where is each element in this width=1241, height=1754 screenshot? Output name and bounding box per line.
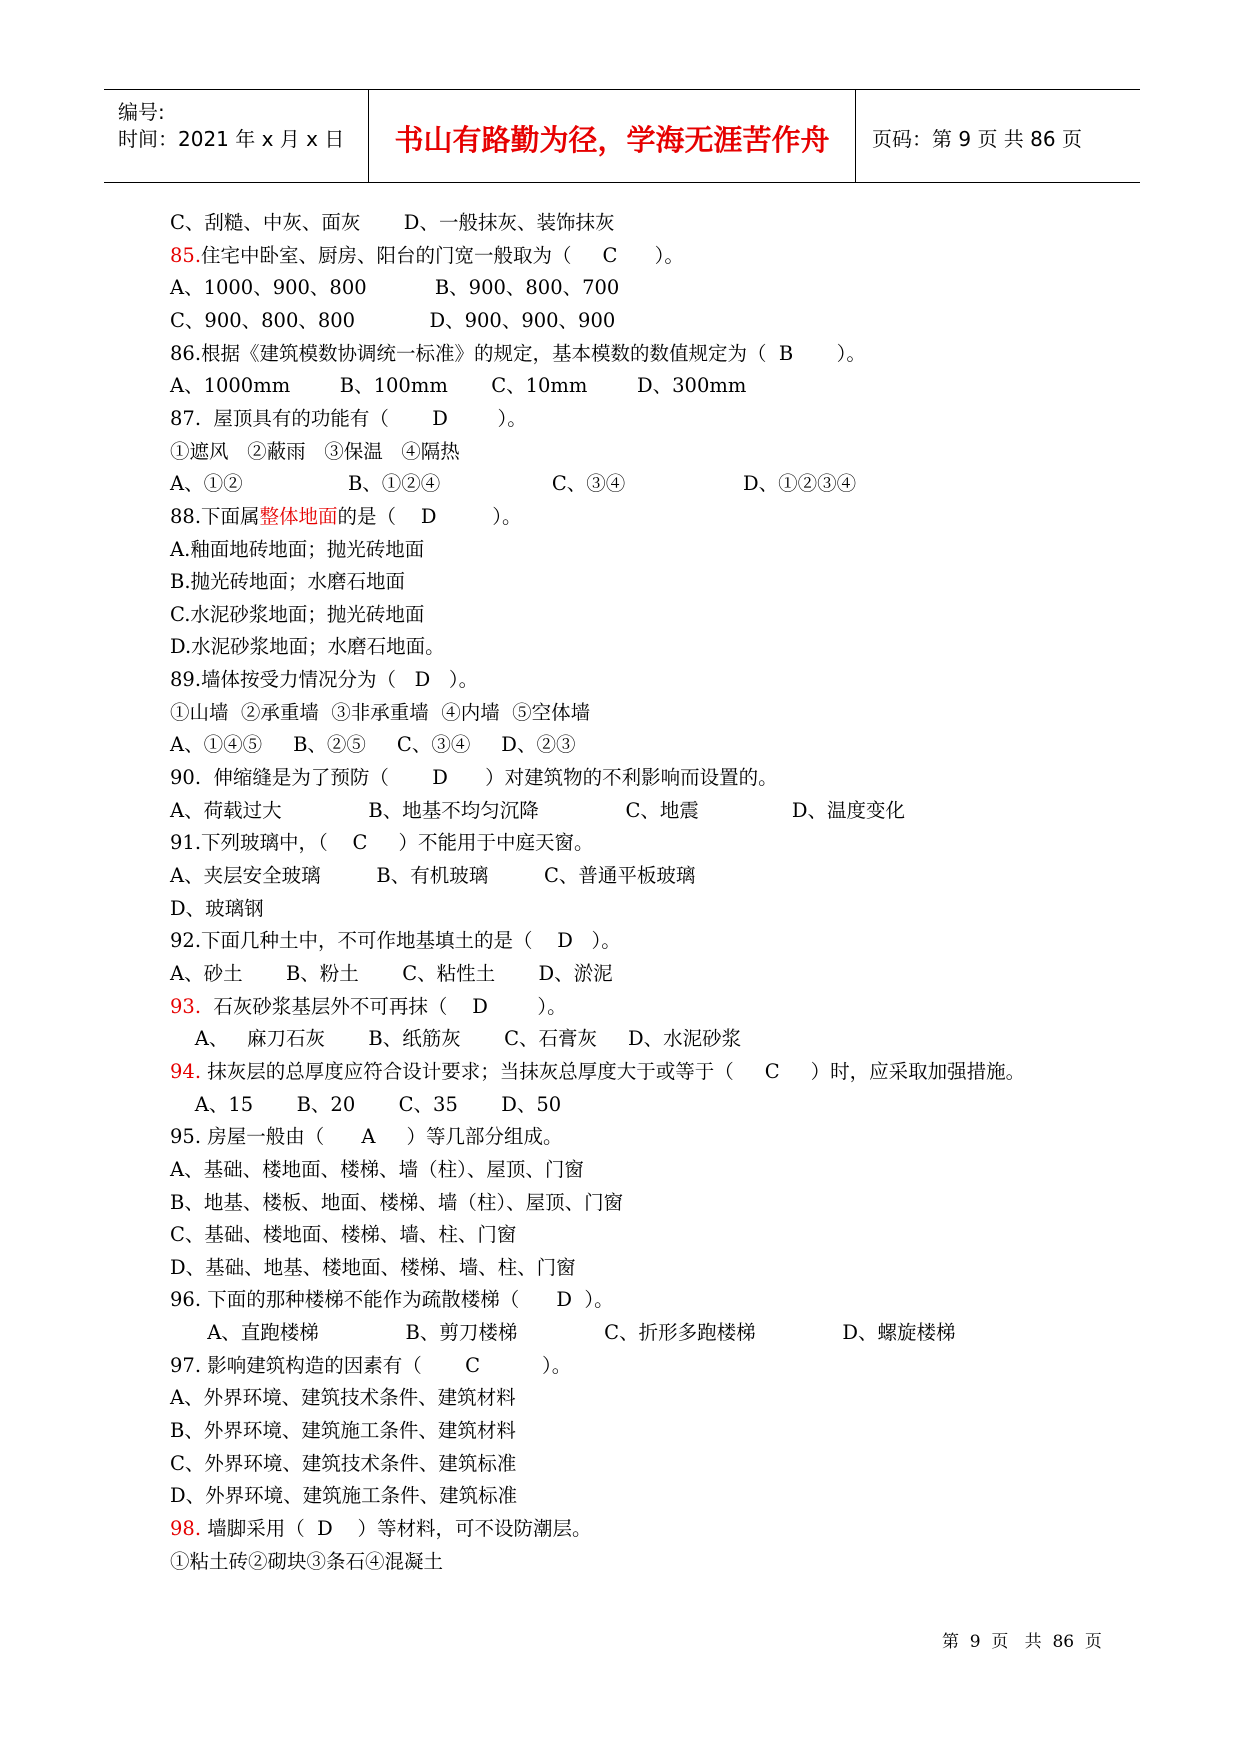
text-segment: 86.根据《建筑模数协调统一标准》的规定，基本模数的数值规定为（ B ）。 [170, 341, 866, 365]
highlighted-text: 94. [170, 1059, 202, 1083]
text-segment: 90. 伸缩缝是为了预防（ D ）对建筑物的不利影响而设置的。 [170, 766, 778, 790]
text-line [170, 1418, 516, 1444]
text-segment: 87. 屋顶具有的功能有（ D ）。 [170, 406, 527, 430]
text-line [170, 798, 905, 824]
text-line [170, 1222, 516, 1248]
document-number-label: 编号: [118, 100, 165, 124]
text-segment: C、900、800、800 D、900、900、900 [170, 308, 616, 332]
text-line [170, 1157, 584, 1183]
text-segment: 92.下面几种土中，不可作地基填土的是（ D ）。 [170, 929, 621, 953]
text-line [170, 471, 856, 497]
text-line [170, 994, 567, 1020]
text-segment: B、外界环境、建筑施工条件、建筑材料 [170, 1419, 516, 1443]
text-segment: C、基础、楼地面、楼梯、墙、柱、门窗 [170, 1223, 517, 1247]
text-line [170, 634, 445, 660]
header-motto-cell [368, 90, 856, 182]
text-segment: 墙脚采用（ D ）等材料，可不设防潮层。 [201, 1517, 592, 1540]
text-segment: ①粘土砖②砌块③条石④混凝土 [170, 1549, 444, 1573]
text-segment: A.釉面地砖地面；抛光砖地面 [170, 537, 425, 561]
text-segment: A、 麻刀石灰 B、纸筋灰 C、石膏灰 D、水泥砂浆 [170, 1027, 742, 1051]
highlighted-text: 98. [170, 1517, 202, 1540]
text-line [170, 1549, 443, 1575]
text-segment: A、外界环境、建筑技术条件、建筑材料 [170, 1386, 516, 1410]
text-line [170, 602, 424, 628]
text-line [170, 1255, 576, 1281]
text-line [170, 341, 866, 367]
text-line [170, 896, 264, 922]
text-line [170, 961, 613, 987]
text-segment: D、基础、地基、楼地面、楼梯、墙、柱、门窗 [170, 1255, 576, 1279]
text-line [170, 569, 405, 595]
text-line [170, 537, 424, 563]
text-segment: 91.下列玻璃中，（ C ）不能用于中庭天窗。 [170, 831, 594, 855]
text-segment: A、夹层安全玻璃 B、有机玻璃 C、普通平板玻璃 [170, 864, 696, 887]
text-segment: C、刮糙、中灰、面灰 D、一般抹灰、装饰抹灰 [170, 211, 615, 234]
text-segment: 88.下面属 [170, 504, 260, 528]
text-line [170, 1451, 516, 1477]
text-segment: A、①④⑤ B、②⑤ C、③④ D、②③ [170, 733, 576, 757]
text-segment: B、地基、楼板、地面、楼梯、墙（柱）、屋顶、门窗 [170, 1190, 624, 1214]
text-line [170, 275, 619, 301]
text-segment: D、玻璃钢 [170, 896, 264, 920]
text-segment: A、1000mm B、100mm C、10mm D、300mm [170, 374, 747, 398]
highlighted-text: 85. [170, 243, 202, 267]
text-line [170, 406, 527, 432]
text-segment: ①遮风 ②蔽雨 ③保温 ④隔热 [170, 439, 460, 463]
text-line [170, 1516, 592, 1542]
text-line [170, 210, 614, 236]
text-line [170, 1059, 1025, 1085]
text-segment: A、荷载过大 B、地基不均匀沉降 C、地震 D、温度变化 [170, 798, 906, 822]
text-line [170, 1026, 741, 1052]
text-segment: D、外界环境、建筑施工条件、建筑标准 [170, 1484, 518, 1508]
page-footer: 第 9 页 共 86 页 [942, 1632, 1102, 1652]
text-segment: 住宅中卧室、厨房、阳台的门宽一般取为（ C ）。 [201, 243, 684, 267]
text-line [170, 373, 746, 399]
text-line [170, 863, 695, 889]
text-segment: 96. 下面的那种楼梯不能作为疏散楼梯（ D ）。 [170, 1288, 614, 1312]
text-segment: 石灰砂浆基层外不可再抹（ D ）。 [201, 994, 567, 1018]
text-segment: 89.墙体按受力情况分为（ D ）。 [170, 668, 479, 692]
highlighted-text: 整体地面 [259, 504, 338, 528]
text-line [170, 765, 778, 791]
text-line [170, 1320, 956, 1346]
header-page-cell [856, 90, 1140, 182]
text-segment: C.水泥砂浆地面；抛光砖地面 [170, 602, 425, 626]
text-line [170, 928, 621, 954]
text-segment: A、砂土 B、粉土 C、粘性土 D、淤泥 [170, 961, 613, 985]
text-line [170, 1385, 516, 1411]
text-segment: A、15 B、20 C、35 D、50 [170, 1092, 562, 1116]
highlighted-text: 93. [170, 994, 202, 1018]
text-line [170, 1287, 614, 1313]
text-line [170, 1092, 561, 1118]
text-line [170, 1190, 623, 1216]
page-header [104, 89, 1140, 183]
text-line [170, 439, 460, 465]
text-segment: A、基础、楼地面、楼梯、墙（柱）、屋顶、门窗 [170, 1157, 584, 1181]
document-time-label: 时间：2021 年 x 月 x 日 [118, 127, 345, 151]
text-line [170, 732, 575, 758]
text-line [170, 667, 478, 693]
text-segment: C、外界环境、建筑技术条件、建筑标准 [170, 1451, 517, 1475]
text-line [170, 1124, 562, 1150]
text-line [170, 1353, 571, 1379]
text-segment: D.水泥砂浆地面；水磨石地面。 [170, 635, 445, 659]
text-line [170, 504, 522, 530]
text-segment: B.抛光砖地面；水磨石地面 [170, 570, 406, 594]
text-segment: A、1000、900、800 B、900、800、700 [170, 276, 620, 300]
text-segment: ①山墙 ②承重墙 ③非承重墙 ④内墙 ⑤空体墙 [170, 700, 591, 724]
header-page-number: 页码：第 9 页 共 86 页 [872, 127, 1082, 151]
text-segment: 抹灰层的总厚度应符合设计要求；当抹灰总厚度大于或等于（ C ）时，应采取加强措施。 [201, 1059, 1026, 1083]
text-line [170, 1483, 517, 1509]
text-line [170, 308, 615, 334]
text-segment: 的是（ D ）。 [337, 504, 522, 528]
text-segment: A、直跑楼梯 B、剪刀楼梯 C、折形多跑楼梯 D、螺旋楼梯 [170, 1321, 956, 1345]
text-line [170, 830, 593, 856]
text-segment: 97. 影响建筑构造的因素有（ C ）。 [170, 1353, 572, 1377]
header-motto: 书山有路勤为径，学海无涯苦作舟 [394, 123, 830, 157]
header-info-cell [104, 90, 368, 182]
text-line [170, 700, 590, 726]
text-segment: 95. 房屋一般由（ A ）等几部分组成。 [170, 1125, 563, 1149]
text-segment: A、①② B、①②④ C、③④ D、①②③④ [170, 472, 857, 496]
text-line [170, 243, 684, 269]
